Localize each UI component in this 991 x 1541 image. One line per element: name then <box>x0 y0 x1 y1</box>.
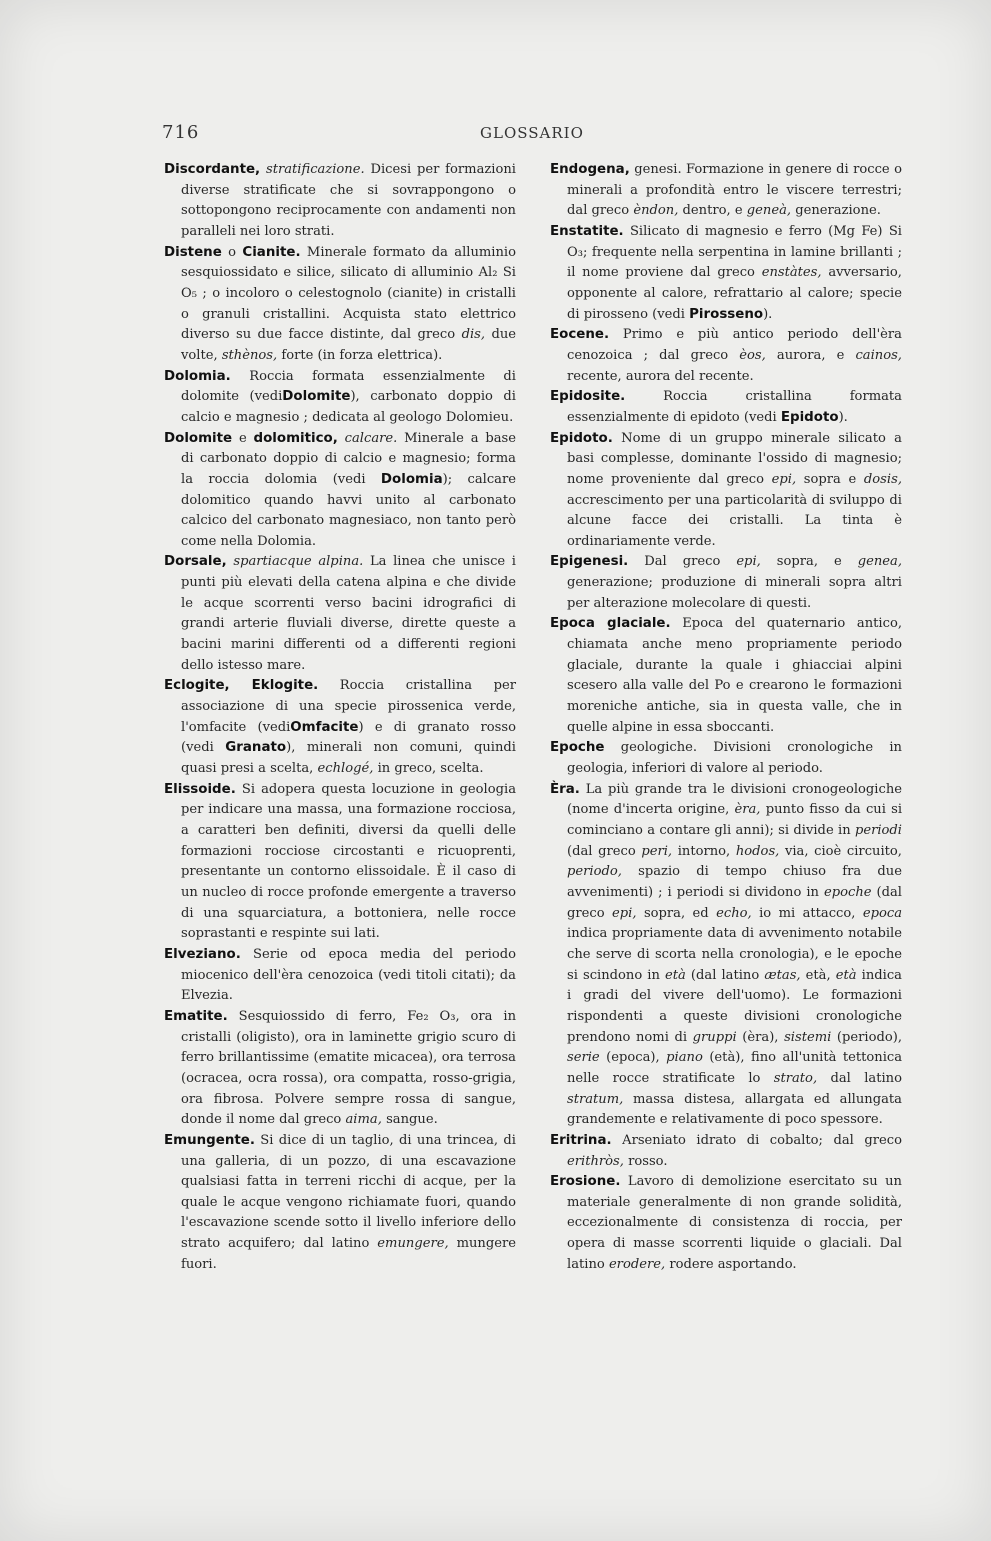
entry-epidoto: Epidoto. Nome di un gruppo minerale silicato a basi complesse, dominante l'ossido di magnesio; nome proveniente dal greco epi, sopra e dosis, accrescimento per una particolarità di sviluppo di alcune facce dei cristalli. La tinta è ordinariamente verde. <box>550 430 902 549</box>
entry-emungente: Emungente. Si dice di un taglio, di una trincea, di una galleria, di un pozzo, di una escavazione qualsiasi fatta in terreni ricchi di acque, per la quale le acque vengono richiamate fuori, quando l'escavazione scende sotto il livello inferiore dello strato acquifero; dal latino emungere, mungere fuori. <box>164 1132 516 1272</box>
entry-distene: Distene o Cianite. Minerale formato da alluminio sesquiossidato e silice, silicato di alluminio Al₂ Si O₅ ; o incoloro o celestognolo (cianite) in cristalli o granuli cristallini. Acquista stato elettrico diverso su due facce distinte, dal greco dis, due volte, sthènos, forte (in forza elettrica). <box>164 244 517 363</box>
page-number: 716 <box>162 122 200 143</box>
entry-term: Epoche <box>550 740 605 756</box>
entry-dolomite: Dolomite e dolomitico, calcare. Minerale a base di carbonato doppio di calcio e magnesio; forma la roccia dolomia (vedi Dolomia); calcare dolomitico quando havvi unito al carbonato calcico del carbonato magnesiaco, non tanto però come nella Dolomia. <box>164 430 516 549</box>
entry-endogena: Endogena, genesi. Formazione in genere di rocce o minerali a profondità entro le viscere terrestri; dal greco èndon, dentro, e geneà, generazione. <box>550 162 902 219</box>
entry-term: Epigenesi. <box>550 554 629 570</box>
entry-era: Èra. La più grande tra le divisioni cronogeologiche (nome d'incerta origine, èra, punto fisso da cui si cominciano a contare gli anni); si divide in periodi (dal greco peri, intorno, hodos, via, cioè circuito, periodo, spazio di tempo chiuso fra due avvenimenti) ; i periodi si dividono in epoche (dal greco epi, sopra, ed echo, io mi attacco, epoca indica propriamente data di avvenimento notabile che serve di scorta nella cronologia), e le epoche si scindono in età (dal latino ætas, età, età indica i gradi del vivere dell'uomo). Le formazioni rispondenti a queste divisioni cronologiche prendono nomi di gruppi (èra), sistemi (periodo), serie (epoca), piano (età), fino all'unità tettonica nelle rocce stratificate lo strato, dal latino stratum, massa distesa, allargata ed allungata grandemente e relativamente di poco spessore. <box>550 781 903 1128</box>
entry-term: Dorsale, <box>164 554 227 570</box>
left-column <box>164 160 516 1275</box>
entry-term: Epidosite. <box>550 389 626 405</box>
entry-term: Dolomia. <box>164 368 231 384</box>
entry-term: Elissoide. <box>164 781 236 797</box>
entry-elveziano: Elveziano. Serie od epoca media del periodo miocenico dell'èra cenozoica (vedi titoli citati); da Elvezia. <box>164 946 516 1004</box>
entry-term: Emungente. <box>164 1132 255 1148</box>
entry-elissoide: Elissoide. Si adopera questa locuzione in geologia per indicare una massa, una formazione rocciosa, a caratteri ben definiti, diversi da quelli delle formazioni rocciose circostanti e ricuoprenti, presentante un contorno elissoidale. È il caso di un nucleo di rocce profonde emergente a traverso di una squarciatura, a bottoniera, nelle rocce soprastanti e respinte sui lati. <box>164 781 516 942</box>
entry-term: Discordante, <box>164 162 261 177</box>
entry-ematite: Ematite. Sesquiossido di ferro, Fe₂ O₃, ora in cristalli (oligisto), ora in laminette grigio scuro di ferro brillantissime (ematite micacea), ora terrosa (ocracea, ocra rossa), ora compatta, rosso-grigia, ora fibrosa. Polvere sempre rossa di sangue, donde il nome dal greco aima, sangue. <box>164 1008 517 1128</box>
entry-term: Erosione. <box>550 1174 621 1190</box>
entry-term: Elveziano. <box>164 946 241 962</box>
entry-erosione: Erosione. Lavoro di demolizione esercitato su un materiale generalmente di non grande solidità, eccezionalmente di consistenza di roccia, per opera di masse scorrenti liquide o glaciali. Dal latino erodere, rodere asportando. <box>550 1174 902 1272</box>
running-title: GLOSSARIO <box>480 124 584 142</box>
entry-term: Eclogite, Eklogite. <box>164 678 319 694</box>
entry-term: Enstatite. <box>550 223 624 239</box>
entry-eocene: Eocene. Primo e più antico periodo dell'èra cenozoica ; dal greco èos, aurora, e cainos, recente, aurora del recente. <box>550 327 902 384</box>
entry-term: Dolomite <box>164 430 233 446</box>
entry-dolomia: Dolomia. Roccia formata essenzialmente di dolomite (vediDolomite), carbonato doppio di calcio e magnesio ; dedicata al geologo Dolomieu. <box>164 368 516 425</box>
page-header <box>162 122 912 144</box>
entry-term: Èra. <box>550 781 580 797</box>
entry-epoca-glaciale: Epoca glaciale. Epoca del quaternario antico, chiamata anche meno propriamente periodo glaciale, durante la quale i ghiacciai alpini scesero alla valle del Po e crearono le formazioni moreniche antiche, sia in questa valle, che in quelle alpine in essa sboccanti. <box>550 616 902 735</box>
entry-discordante: Discordante, stratificazione. Dicesi per formazioni diverse stratificate che si sovrappongono o sottopongono reciprocamente con andamenti non paralleli nei loro strati. <box>164 162 516 239</box>
entry-term: Eritrina. <box>550 1132 612 1148</box>
entry-term: Eocene. <box>550 327 610 343</box>
entry-term: Epoca glaciale. <box>550 616 671 632</box>
entry-term: Distene <box>164 244 222 260</box>
entry-dorsale: Dorsale, spartiacque alpina. La linea che unisce i punti più elevati della catena alpina e che divide le acque scorrenti verso bacini idrografici di grandi arterie fluviali diverse, dirette queste a bacini marini differenti od a differenti regioni dello istesso mare. <box>164 554 516 673</box>
entry-epoche: Epoche geologiche. Divisioni cronologiche in geologia, inferiori di valore al periodo. <box>550 740 902 777</box>
entry-enstatite: Enstatite. Silicato di magnesio e ferro (Mg Fe) Si O₃; frequente nella serpentina in lamine brillanti ; il nome proviene dal greco enstàtes, avversario, opponente al calore, refrattario al calore; specie di pirosseno (vedi Pirosseno). <box>550 223 902 322</box>
entry-term: Ematite. <box>164 1008 228 1024</box>
entry-term: Endogena, <box>550 162 630 177</box>
entry-term: Epidoto. <box>550 430 613 446</box>
entry-epidosite: Epidosite. Roccia cristallina formata essenzialmente di epidoto (vedi Epidoto). <box>550 389 902 425</box>
entry-eclogite: Eclogite, Eklogite. Roccia cristallina per associazione di una specie pirossenica verde, l'omfacite (vediOmfacite) e di granato rosso (vedi Granato), minerali non comuni, quindi quasi presi a scelta, echlogé, in greco, scelta. <box>164 678 516 777</box>
right-column <box>550 160 902 1275</box>
entry-epigenesi: Epigenesi. Dal greco epi, sopra, e genea, generazione; produzione di minerali sopra altri per alterazione molecolare di questi. <box>550 554 902 611</box>
entry-eritrina: Eritrina. Arseniato idrato di cobalto; dal greco erithròs, rosso. <box>550 1132 902 1169</box>
